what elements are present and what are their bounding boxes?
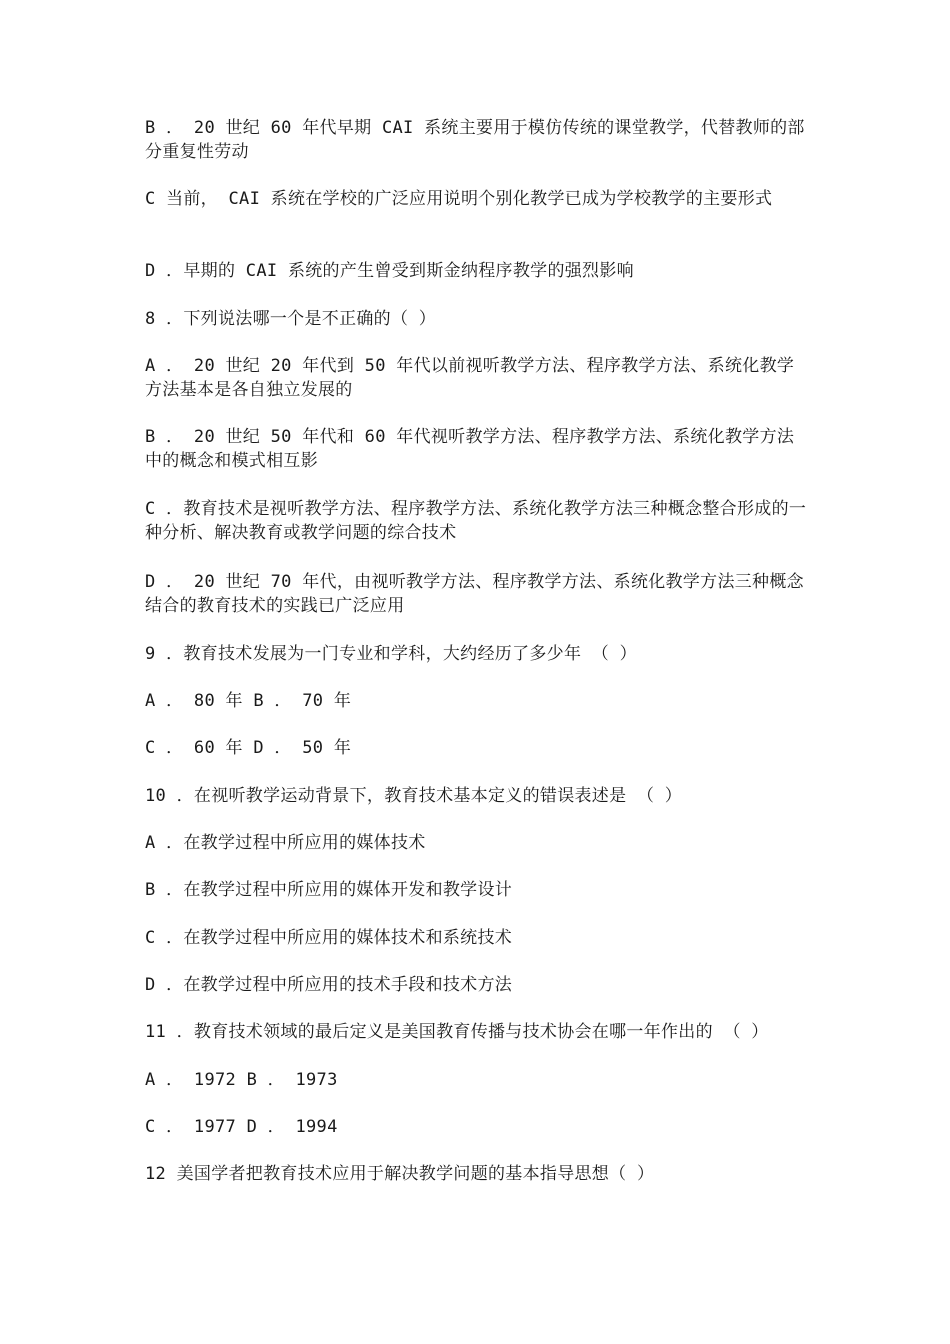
question-8: 8 ．下列说法哪一个是不正确的（ ） [145,309,437,329]
question-10: 10 ．在视听教学运动背景下，教育技术基本定义的错误表述是 （ ） [145,786,683,806]
question-11: 11 ．教育技术领域的最后定义是美国教育传播与技术协会在哪一年作出的 （ ） [145,1022,769,1042]
question-9: 9 ．教育技术发展为一门专业和学科，大约经历了多少年 （ ） [145,644,637,664]
options-9cd: C ． 60 年 D ． 50 年 [145,738,352,758]
option-8c: C ．教育技术是视听教学方法、程序教学方法、系统化教学方法三种概念整合形成的一种分析、解决教育或教学问题的综合技术 [145,499,807,543]
option-7b: B ． 20 世纪 60 年代早期 CAI 系统主要用于模仿传统的课堂教学，代替教师的部分重复性劳动 [145,118,805,162]
options-11ab: A ． 1972 B ． 1973 [145,1070,338,1090]
option-7c: C 当前， CAI 系统在学校的广泛应用说明个别化教学已成为学校教学的主要形式 [145,189,773,209]
option-8b: B ． 20 世纪 50 年代和 60 年代视听教学方法、程序教学方法、系统化教学方法中的概念和模式相互影 [145,427,795,471]
question-12: 12 美国学者把教育技术应用于解决教学问题的基本指导思想（ ） [145,1164,655,1184]
option-10a: A ．在教学过程中所应用的媒体技术 [145,833,426,853]
option-10b: B ．在教学过程中所应用的媒体开发和教学设计 [145,880,513,900]
option-8d: D ． 20 世纪 70 年代，由视听教学方法、程序教学方法、系统化教学方法三种概念结合的教育技术的实践已广泛应用 [145,572,804,616]
option-10d: D ．在教学过程中所应用的技术手段和技术方法 [145,975,513,995]
option-10c: C ．在教学过程中所应用的媒体技术和系统技术 [145,928,513,948]
option-8a: A ． 20 世纪 20 年代到 50 年代以前视听教学方法、程序教学方法、系统化教学方法基本是各自独立发展的 [145,356,795,400]
options-11cd: C ． 1977 D ． 1994 [145,1117,338,1137]
options-9ab: A ． 80 年 B ． 70 年 [145,691,352,711]
option-7d: D ．早期的 CAI 系统的产生曾受到斯金纳程序教学的强烈影响 [145,261,634,281]
